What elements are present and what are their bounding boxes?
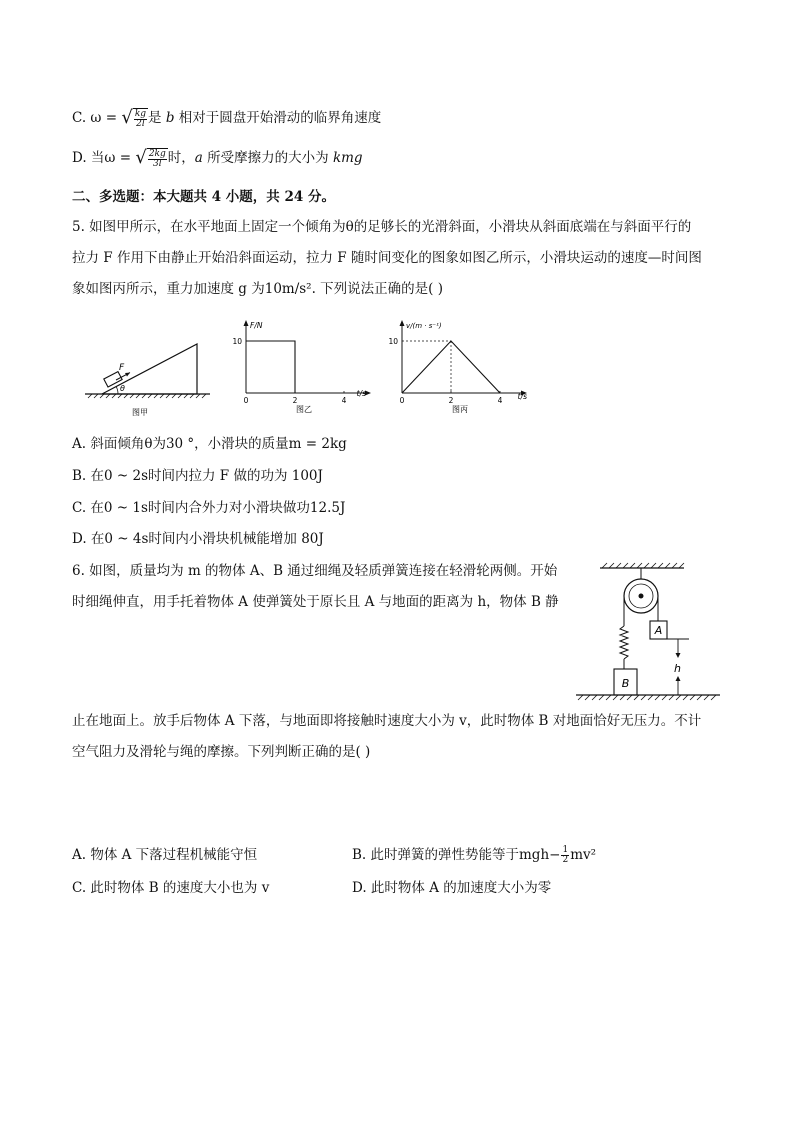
q4-option-c-text2: 相对于圆盘开始滑动的临界角速度 bbox=[174, 110, 382, 126]
spring bbox=[620, 626, 628, 659]
q6-option-b-text: B. 此时弹簧的弹性势能等于mgh− bbox=[352, 847, 561, 863]
force-label: F bbox=[119, 363, 125, 373]
y-tick-label: 10 bbox=[232, 337, 242, 346]
q4-option-d-text1: 时， bbox=[167, 150, 195, 166]
figure-incline bbox=[80, 318, 220, 420]
chart-f-t bbox=[228, 315, 378, 423]
angle-label: θ bbox=[120, 384, 125, 393]
q4-option-c-text1: 是 bbox=[148, 110, 166, 126]
var-a: a bbox=[194, 150, 203, 166]
height-label: h bbox=[674, 662, 681, 675]
q5-option-c: C. 在0 ~ 1s时间内合外力对小滑块做功12.5J bbox=[72, 500, 346, 516]
frac-den: 2 bbox=[562, 855, 569, 865]
frac-num: 2kg bbox=[148, 149, 166, 159]
q6-option-b bbox=[352, 845, 596, 865]
floor-hatch bbox=[578, 695, 716, 700]
sqrt-expression: √ $\frac{2kg}{3l}$ bbox=[135, 147, 166, 169]
y-tick-label: 10 bbox=[388, 337, 398, 346]
q6-stem-line4: 空气阻力及滑轮与绳的摩擦。下列判断正确的是( ) bbox=[72, 744, 371, 760]
x-tick-label: 0 bbox=[243, 396, 249, 405]
x-tick-label: 2 bbox=[448, 396, 454, 405]
q4-option-d bbox=[72, 148, 363, 169]
q5-stem-line1: 5. 如图甲所示，在水平地面上固定一个倾角为θ的足够长的光滑斜面，小滑块从斜面底端在与斜面平行的 bbox=[72, 219, 692, 235]
pulley-axle bbox=[639, 594, 644, 599]
x-axis-label: t/s bbox=[356, 389, 366, 398]
q4-option-c bbox=[72, 108, 381, 129]
var-kmg: kmg bbox=[332, 150, 363, 166]
fig-yi-caption: 图乙 bbox=[296, 405, 312, 414]
q4-option-d-prefix: D. 当ω = bbox=[72, 150, 132, 166]
x-tick-label: 4 bbox=[341, 396, 347, 405]
x-axis-label: t/s bbox=[517, 392, 527, 401]
height-arrowhead-up bbox=[676, 676, 681, 681]
q6-option-d: D. 此时物体 A 的加速度大小为零 bbox=[352, 880, 552, 896]
q4-option-d-text2: 所受摩擦力的大小为 bbox=[202, 150, 333, 166]
frac-den: 3l bbox=[153, 159, 162, 169]
q5-stem-line3: 象如图丙所示，重力加速度 g 为10m/s². 下列说法正确的是( ) bbox=[72, 281, 443, 297]
fig-jia-caption: 图甲 bbox=[132, 408, 148, 417]
fraction-half bbox=[561, 846, 569, 865]
var-b: b bbox=[165, 110, 175, 126]
q6-option-b-tail: mv² bbox=[570, 847, 597, 863]
block-a-label: A bbox=[654, 624, 663, 637]
angle-arc bbox=[116, 387, 118, 394]
ground-hatch bbox=[88, 394, 206, 398]
q5-option-a: A. 斜面倾角θ为30 °，小滑块的质量m = 2kg bbox=[72, 436, 347, 452]
q6-stem-line1: 6. 如图，质量均为 m 的物体 A、B 通过细绳及轻质弹簧连接在轻滑轮两侧。开始 bbox=[72, 563, 558, 579]
q5-stem-line2: 拉力 F 作用下由静止开始沿斜面运动，拉力 F 随时间变化的图象如图乙所示，小滑块运动的速度—时间图 bbox=[72, 250, 702, 266]
block-b-label: B bbox=[621, 677, 630, 690]
q6-stem-line3: 止在地面上。放手后物体 A 下落，与地面即将接触时速度大小为 v，此时物体 B 对地面恰好无压力。不计 bbox=[72, 713, 702, 729]
q6-option-c: C. 此时物体 B 的速度大小也为 v bbox=[72, 880, 270, 896]
ceiling-hatch bbox=[602, 563, 684, 568]
q6-stem-line2: 时细绳伸直，用手托着物体 A 使弹簧处于原长且 A 与地面的距离为 h，物体 B 静 bbox=[72, 594, 559, 610]
height-arrowhead-down bbox=[676, 653, 681, 658]
x-tick-label: 0 bbox=[399, 396, 405, 405]
section-title: 二、多选题：本大题共 4 小题，共 24 分。 bbox=[72, 189, 335, 205]
fig-bing-caption: 图丙 bbox=[452, 405, 468, 414]
incline-triangle bbox=[102, 344, 197, 394]
frac-den: 2l bbox=[136, 119, 145, 129]
q6-option-a: A. 物体 A 下落过程机械能守恒 bbox=[72, 847, 258, 863]
figure-pulley bbox=[574, 558, 724, 708]
frac-num: 1 bbox=[562, 845, 569, 855]
y-axis-label: v/(m · s⁻¹) bbox=[406, 322, 442, 330]
y-axis-arrow bbox=[400, 320, 405, 326]
frac-num: kg bbox=[134, 109, 147, 119]
x-tick-label: 4 bbox=[497, 396, 503, 405]
chart-v-t bbox=[384, 315, 534, 423]
x-tick-label: 2 bbox=[292, 396, 298, 405]
sqrt-expression: √ $\frac{kg}{2l}$ bbox=[121, 107, 147, 129]
series-line bbox=[246, 341, 356, 393]
q5-option-b: B. 在0 ~ 2s时间内拉力 F 做的功为 100J bbox=[72, 468, 323, 484]
q5-option-d: D. 在0 ~ 4s时间内小滑块机械能增加 80J bbox=[72, 531, 324, 547]
y-axis-arrow bbox=[244, 320, 249, 326]
y-axis-label: F/N bbox=[250, 321, 263, 330]
q4-option-c-prefix: C. ω = bbox=[72, 110, 118, 126]
